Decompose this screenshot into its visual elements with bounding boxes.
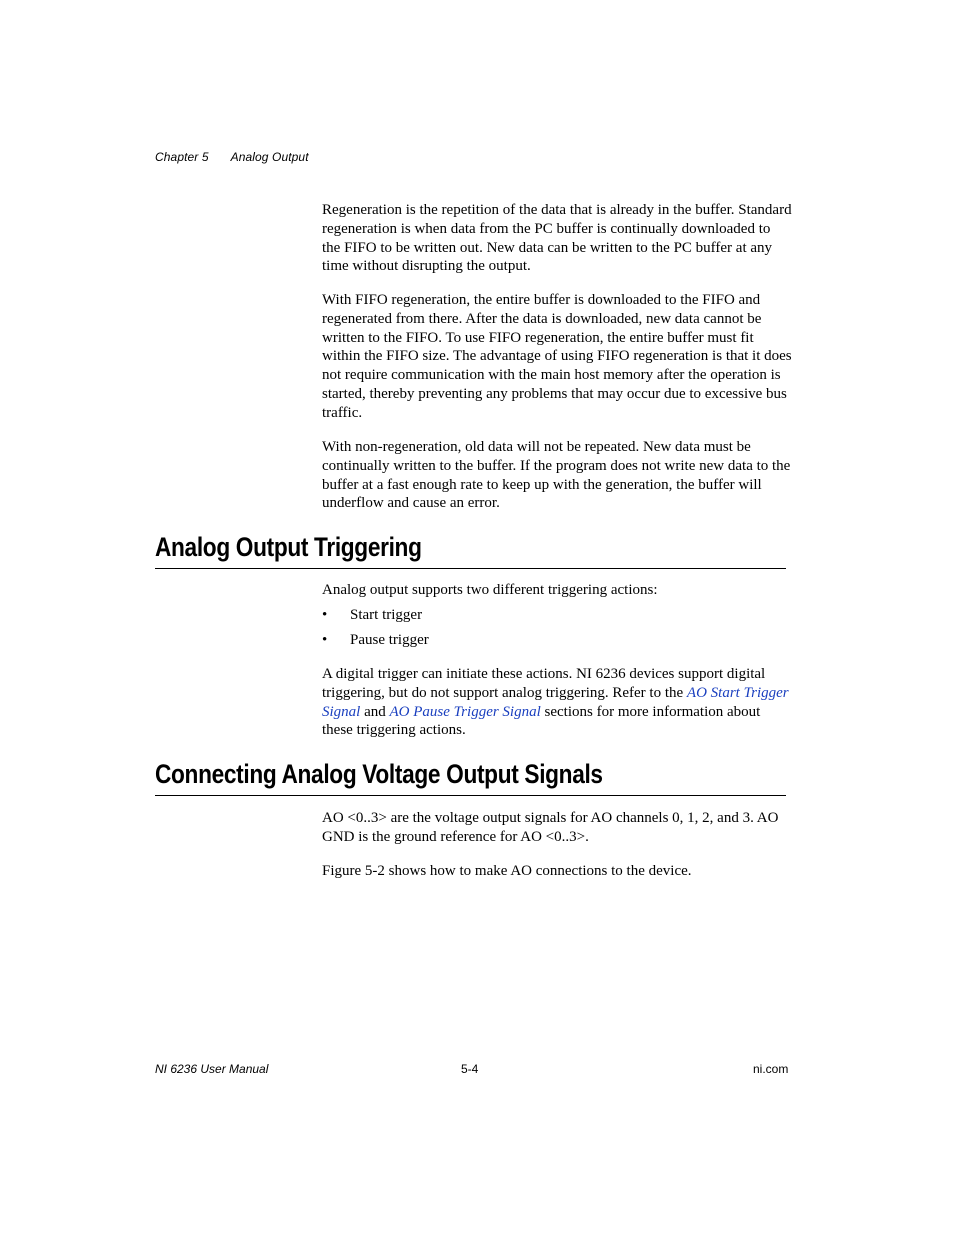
heading-text: Connecting Analog Voltage Output Signals <box>155 759 603 789</box>
list-item <box>322 606 429 625</box>
paragraph-text: A digital trigger can initiate these actions. NI 6236 devices support digital triggering, but do not support analog triggering. Refer to the <box>322 666 766 701</box>
paragraph-text: sections for more information about these triggering actions. <box>322 703 761 739</box>
digital-trigger-paragraph <box>322 665 792 740</box>
list-item <box>322 631 429 650</box>
list-item-text: Start trigger <box>350 607 423 623</box>
fifo-regeneration-paragraph: With FIFO regeneration, the entire buffer is downloaded to the FIFO and regenerated from there. After the data is downloaded, new data cannot be written to the FIFO. To use FIFO regeneration, the entire buffer must fit within the FIFO size. The advantage of using FIFO regeneration is that it does not require communication with the main host memory after the operation is started, thereby preventing any problems that may occur due to excessive bus traffic. <box>322 292 792 421</box>
footer-page-number: 5-4 <box>461 1062 479 1076</box>
figure-reference-paragraph: Figure 5-2 shows how to make AO connections to the device. <box>322 863 692 879</box>
paragraph-text: and <box>360 703 390 720</box>
bullet-icon: • <box>322 607 328 623</box>
footer-manual-title: NI 6236 User Manual <box>155 1062 269 1076</box>
bullet-icon: • <box>322 631 328 648</box>
triggering-intro: Analog output supports two different triggering actions: <box>322 582 658 598</box>
non-regeneration-paragraph: With non-regeneration, old data will not be repeated. New data must be continually written to the buffer. If the program does not write new data to the buffer at a fast enough rate to keep up with the generation, the buffer will underflow and cause an error. <box>322 439 791 512</box>
header-section: Analog Output <box>230 150 309 164</box>
header-chapter: Chapter 5 <box>155 150 209 164</box>
ao-signals-paragraph: AO <0..3> are the voltage output signals for AO channels 0, 1, 2, and 3. AO GND is the ground reference for AO <0..3>. <box>322 810 779 845</box>
trigger-list <box>322 606 429 656</box>
heading-connecting-analog-voltage-output-signals <box>155 757 786 796</box>
link-ao-pause-trigger-signal[interactable]: AO Pause Trigger Signal <box>389 703 541 720</box>
list-item-text: Pause trigger <box>350 631 429 648</box>
running-header <box>155 150 309 164</box>
heading-text: Analog Output Triggering <box>155 532 422 562</box>
footer-site: ni.com <box>753 1062 789 1076</box>
link-ao-start-trigger-signal[interactable]: AO Start Trigger Signal <box>322 684 789 720</box>
heading-analog-output-triggering <box>155 530 786 569</box>
regeneration-paragraph: Regeneration is the repetition of the data that is already in the buffer. Standard regeneration is when data from the PC buffer is continually downloaded to the FIFO to be written out. New data can be written to the PC buffer at any time without disrupting the output. <box>322 202 792 275</box>
